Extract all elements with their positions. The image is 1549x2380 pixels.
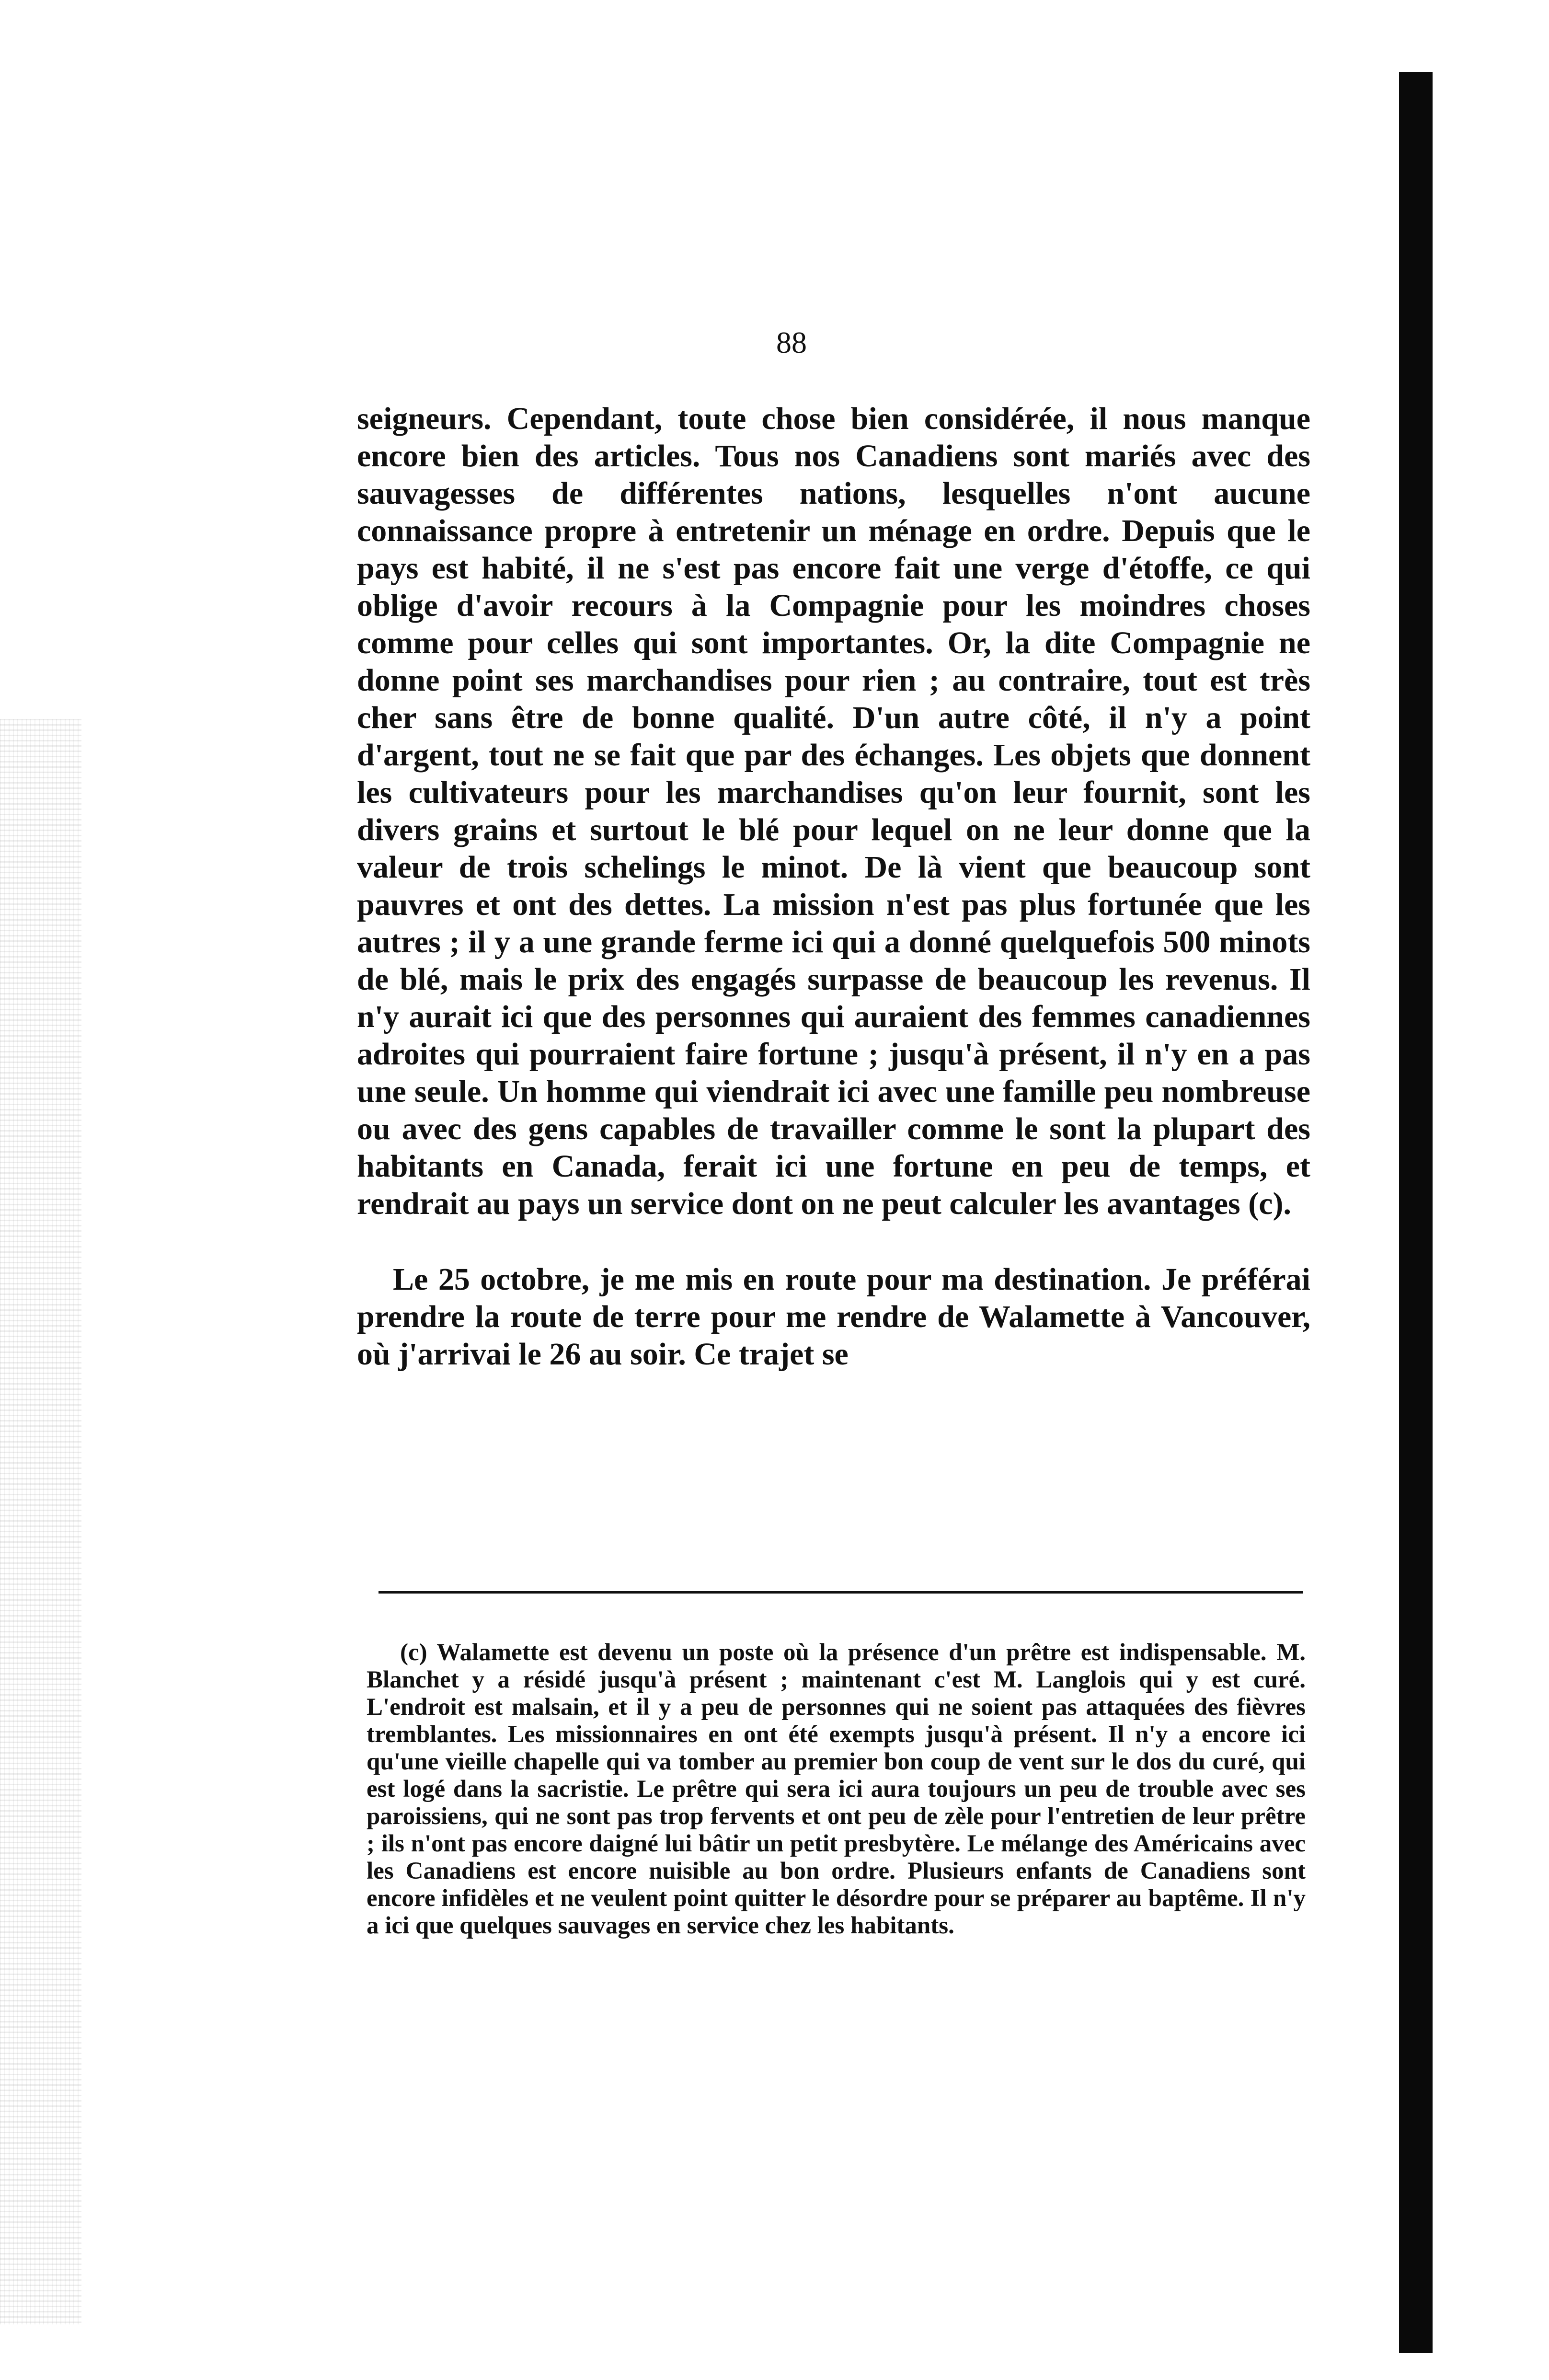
page-number: 88 [776, 325, 807, 359]
body-paragraph-1: seigneurs. Cependant, toute chose bien considérée, il nous manque encore bien des articles. Tous nos Canadiens sont mariés avec des sauvagesses de différentes nations, lesquelles n'ont aucune connaissance propre à entretenir un ménage en ordre. Depuis que le pays est habité, il ne s'est pas encore fait une verge d'étoffe, ce qui oblige d'avoir recours à la Compagnie pour les moindres choses comme pour celles qui sont importantes. Or, la dite Compagnie ne donne point ses marchandises pour rien ; au contraire, tout est très cher sans être de bonne qualité. D'un autre côté, il n'y a point d'argent, tout ne se fait que par des échanges. Les objets que donnent les cultivateurs pour les marchandises qu'on leur fournit, sont les divers grains et surtout le blé pour lequel on ne leur donne que la valeur de trois schelings le minot. De là vient que beaucoup sont pauvres et ont des dettes. La mission n'est pas plus fortunée que les autres ; il y a une grande ferme ici qui a donné quelquefois 500 minots de blé, mais le prix des engagés surpasse de beaucoup les revenus. Il n'y aurait ici que des personnes qui auraient des femmes canadiennes adroites qui pourraient faire fortune ; jusqu'à présent, il n'y en a pas une seule. Un homme qui viendrait ici avec une famille peu nombreuse ou avec des gens capables de travailler comme le sont la plupart des habitants en Canada, ferait ici une fortune en peu de temps, et rendrait au pays un service dont on ne peut calculer les avantages (c). [357, 401, 1310, 1221]
scan-binding-shadow [1399, 72, 1433, 2353]
footnote-block [367, 1639, 1306, 1940]
scan-edge-artifact [0, 719, 81, 2324]
footnote-c: (c) Walamette est devenu un poste où la présence d'un prêtre est indispensable. M. Blanchet y a résidé jusqu'à présent ; maintenant c'est M. Langlois qui y est curé. L'endroit est malsain, et il y a peu de personnes qui ne soient pas attaquées des fièvres tremblantes. Les missionnaires en ont été exempts jusqu'à présent. Il n'y a encore ici qu'une vieille chapelle qui va tomber au premier bon coup de vent sur le dos du curé, qui est logé dans la sacristie. Le prêtre qui sera ici aura toujours un peu de trouble avec ses paroissiens, qui ne sont pas trop fervents et ont peu de zèle pour l'entretien de leur prêtre ; ils n'ont pas encore daigné lui bâtir un petit presbytère. Le mélange des Américains avec les Canadiens est encore nuisible au bon ordre. Plusieurs enfants de Canadiens sont encore infidèles et ne veulent point quitter le désordre pour se préparer au baptême. Il n'y a ici que quelques sauvages en service chez les habitants. [367, 1639, 1306, 1939]
footnote-divider [379, 1591, 1303, 1594]
main-text-block [357, 400, 1310, 1373]
body-paragraph-2: Le 25 octobre, je me mis en route pour ma destination. Je préférai prendre la route de terre pour me rendre de Walamette à Vancouver, où j'arrivai le 26 au soir. Ce trajet se [357, 1262, 1310, 1372]
